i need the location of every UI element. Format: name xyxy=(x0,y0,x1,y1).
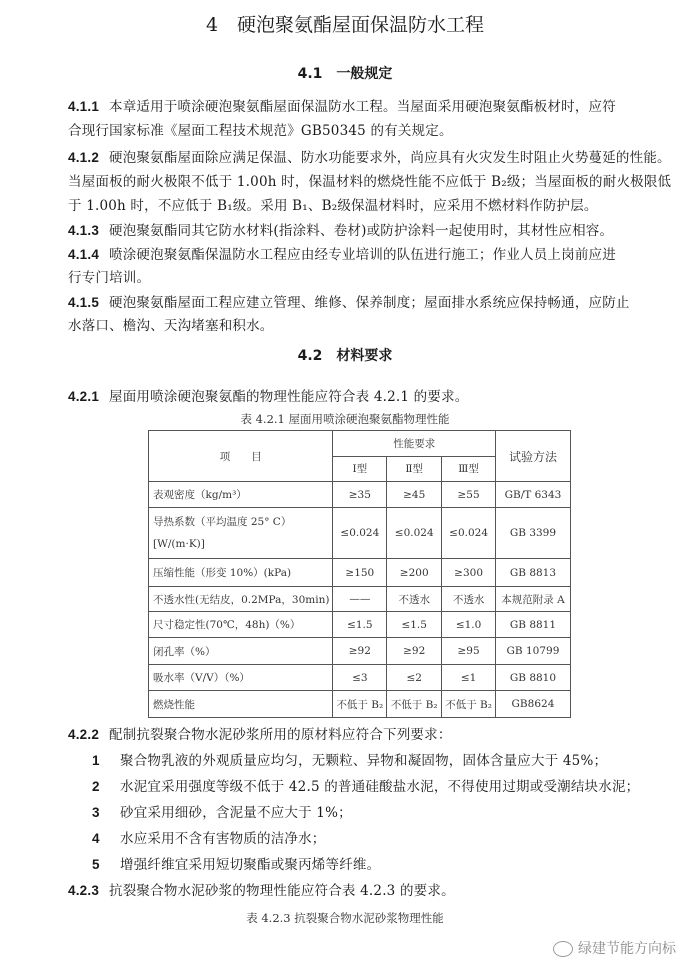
clause-text: 水落口、檐沟、天沟堵塞和积水。 xyxy=(68,318,274,334)
clause-number: 4.1.1 xyxy=(68,99,100,114)
table-cell: 尺寸稳定性(70℃，48h)（%） xyxy=(149,612,333,638)
item-number: 2 xyxy=(92,779,100,794)
table-cell: 闭孔率（%） xyxy=(149,638,333,665)
table-cell: —— xyxy=(333,587,387,612)
clause-text: 合现行国家标准《屋面工程技术规范》GB50345 的有关规定。 xyxy=(68,123,453,139)
section-heading-4-1: 4.1 一般规定 xyxy=(297,66,393,82)
clause-number: 4.1.4 xyxy=(68,247,100,262)
table-cell: 不低于 B₂ xyxy=(333,691,387,718)
clause-line xyxy=(68,146,671,166)
table-cell: 不透水 xyxy=(387,587,442,612)
table-cell: 燃烧性能 xyxy=(149,691,333,718)
table-cell: GB 3399 xyxy=(495,508,570,559)
table-cell: ≥200 xyxy=(387,559,442,587)
table-cell: GB8624 xyxy=(495,691,570,718)
clause-text: 本章适用于喷涂硬泡聚氨酯屋面保温防水工程。当屋面采用硬泡聚氨酯板材时，应符 xyxy=(109,99,616,115)
clause-line xyxy=(68,119,453,139)
item-number: 5 xyxy=(92,857,100,872)
table-cell: ≥55 xyxy=(442,482,496,508)
table-cell: ≥95 xyxy=(442,638,496,665)
clause-text: 硬泡聚氨酯屋面工程应建立管理、维修、保养制度；屋面排水系统应保持畅通，应防止 xyxy=(109,295,630,311)
table-row xyxy=(149,665,571,691)
table-cell: ≤1 xyxy=(442,665,496,691)
clause-line xyxy=(68,194,598,214)
list-item xyxy=(0,800,690,826)
table-cell: ≥92 xyxy=(387,638,442,665)
header-type-1: Ⅰ型 xyxy=(333,456,387,482)
table-cell: 本规范附录 A xyxy=(495,587,570,612)
wechat-icon xyxy=(553,941,573,957)
table-cell: 吸水率（V/V）（%） xyxy=(149,665,333,691)
table-cell: ≤0.024 xyxy=(387,508,442,559)
table-cell: 不透水 xyxy=(442,587,496,612)
item-text: 水泥宜采用强度等级不低于 42.5 的普通硅酸盐水泥，不得使用过期或受潮结块水泥； xyxy=(120,779,640,795)
clause-line xyxy=(68,170,671,190)
list-item xyxy=(0,748,690,774)
table-row xyxy=(149,559,571,587)
list-item xyxy=(0,852,690,878)
clause-4-2-3: 4.2.3 抗裂聚合物水泥砂浆的物理性能应符合表 4.2.3 的要求。 xyxy=(68,883,455,899)
table-cell: GB/T 6343 xyxy=(495,482,570,508)
table-cell: 不透水性(无结皮，0.2MPa，30min) xyxy=(149,587,333,612)
item-text: 增强纤维宜采用短切聚酯或聚丙烯等纤维。 xyxy=(120,857,381,873)
clause-line xyxy=(68,291,630,311)
properties-table xyxy=(148,430,571,718)
clause-text: 行专门培训。 xyxy=(68,270,151,286)
list-item xyxy=(0,774,690,800)
header-performance: 性能要求 xyxy=(333,431,496,457)
table-cell: GB 8813 xyxy=(495,559,570,587)
clause-number: 4.1.3 xyxy=(68,223,100,238)
clause-text: 硬泡聚氨酯同其它防水材料(指涂料、卷材)或防护涂料一起使用时，其材性应相容。 xyxy=(109,223,614,239)
clause-line xyxy=(68,219,613,239)
header-method: 试验方法 xyxy=(495,431,570,482)
table-cell: ≤2 xyxy=(387,665,442,691)
item-text: 水应采用不含有害物质的洁净水； xyxy=(120,831,326,847)
header-type-2: Ⅱ型 xyxy=(387,456,442,482)
section-heading-4-2: 4.2 材料要求 xyxy=(297,348,393,364)
table-cell: GB 8810 xyxy=(495,665,570,691)
item-text: 砂宜采用细砂，含泥量不应大于 1%； xyxy=(120,805,352,821)
table-row xyxy=(149,691,571,718)
list-item xyxy=(0,826,690,852)
table-cell: ≤1.0 xyxy=(442,612,496,638)
table-cell: ≤1.5 xyxy=(333,612,387,638)
table-cell: 不低于 B₂ xyxy=(387,691,442,718)
clause-number: 4.1.5 xyxy=(68,295,100,310)
clause-text: 硬泡聚氨酯屋面除应满足保温、防水功能要求外，尚应具有火灾发生时阻止火势蔓延的性能。 xyxy=(109,150,671,166)
page-title: 4 硬泡聚氨酯屋面保温防水工程 xyxy=(205,14,485,36)
item-number: 3 xyxy=(92,805,100,820)
table-row xyxy=(149,612,571,638)
clause-line xyxy=(68,266,150,286)
clause-text: 当屋面板的耐火极限不低于 1.00h 时，保温材料的燃烧性能不应低于 B₂级；当屋面板的耐火极限低 xyxy=(68,174,672,190)
header-type-3: Ⅲ型 xyxy=(442,456,496,482)
item-number: 1 xyxy=(92,753,100,768)
table-cell: ≥35 xyxy=(333,482,387,508)
table-cell: ≤3 xyxy=(333,665,387,691)
table-cell: 导热系数（平均温度 25° C）[W/(m·K)] xyxy=(149,508,333,559)
table-row xyxy=(149,587,571,612)
table-cell: GB 10799 xyxy=(495,638,570,665)
clause-line xyxy=(68,314,274,334)
table-cell: ≥150 xyxy=(333,559,387,587)
watermark: 绿建节能方向标 xyxy=(553,938,676,958)
clause-number: 4.1.2 xyxy=(68,150,100,165)
table-caption-2: 表 4.2.3 抗裂聚合物水泥砂浆物理性能 xyxy=(246,911,444,925)
clause-line xyxy=(68,243,616,263)
clause-4-2-1: 4.2.1 屋面用喷涂硬泡聚氨酯的物理性能应符合表 4.2.1 的要求。 xyxy=(68,389,469,405)
header-item: 项 目 xyxy=(149,431,333,482)
section-4-2-flow xyxy=(0,430,690,928)
table-cell: 压缩性能（形变 10%）(kPa) xyxy=(149,559,333,587)
clause-4-2-2: 4.2.2 配制抗裂聚合物水泥砂浆所用的原材料应符合下列要求： xyxy=(68,727,452,743)
table-cell: ≤1.5 xyxy=(387,612,442,638)
table-cell: 不低于 B₂ xyxy=(442,691,496,718)
table-cell: GB 8811 xyxy=(495,612,570,638)
clause-text: 于 1.00h 时，不应低于 B₁级。采用 B₁、B₂级保温材料时，应采用不燃材料作防护层。 xyxy=(68,198,598,214)
table-cell: ≥92 xyxy=(333,638,387,665)
clause-text: 喷涂硬泡聚氨酯保温防水工程应由经专业培训的队伍进行施工；作业人员上岗前应进 xyxy=(109,247,616,263)
item-text: 聚合物乳液的外观质量应均匀，无颗粒、异物和凝固物，固体含量应大于 45%； xyxy=(120,753,608,769)
requirements-list xyxy=(0,748,690,878)
table-row xyxy=(149,638,571,665)
table-cell: ≥300 xyxy=(442,559,496,587)
table-caption: 表 4.2.1 屋面用喷涂硬泡聚氨酯物理性能 xyxy=(240,412,450,426)
table-cell: 表观密度（kg/m³） xyxy=(149,482,333,508)
table-cell: ≤0.024 xyxy=(442,508,496,559)
item-number: 4 xyxy=(92,831,100,846)
table-row xyxy=(149,508,571,559)
clause-line xyxy=(68,95,616,115)
table-cell: ≥45 xyxy=(387,482,442,508)
table-row xyxy=(149,482,571,508)
table-cell: ≤0.024 xyxy=(333,508,387,559)
